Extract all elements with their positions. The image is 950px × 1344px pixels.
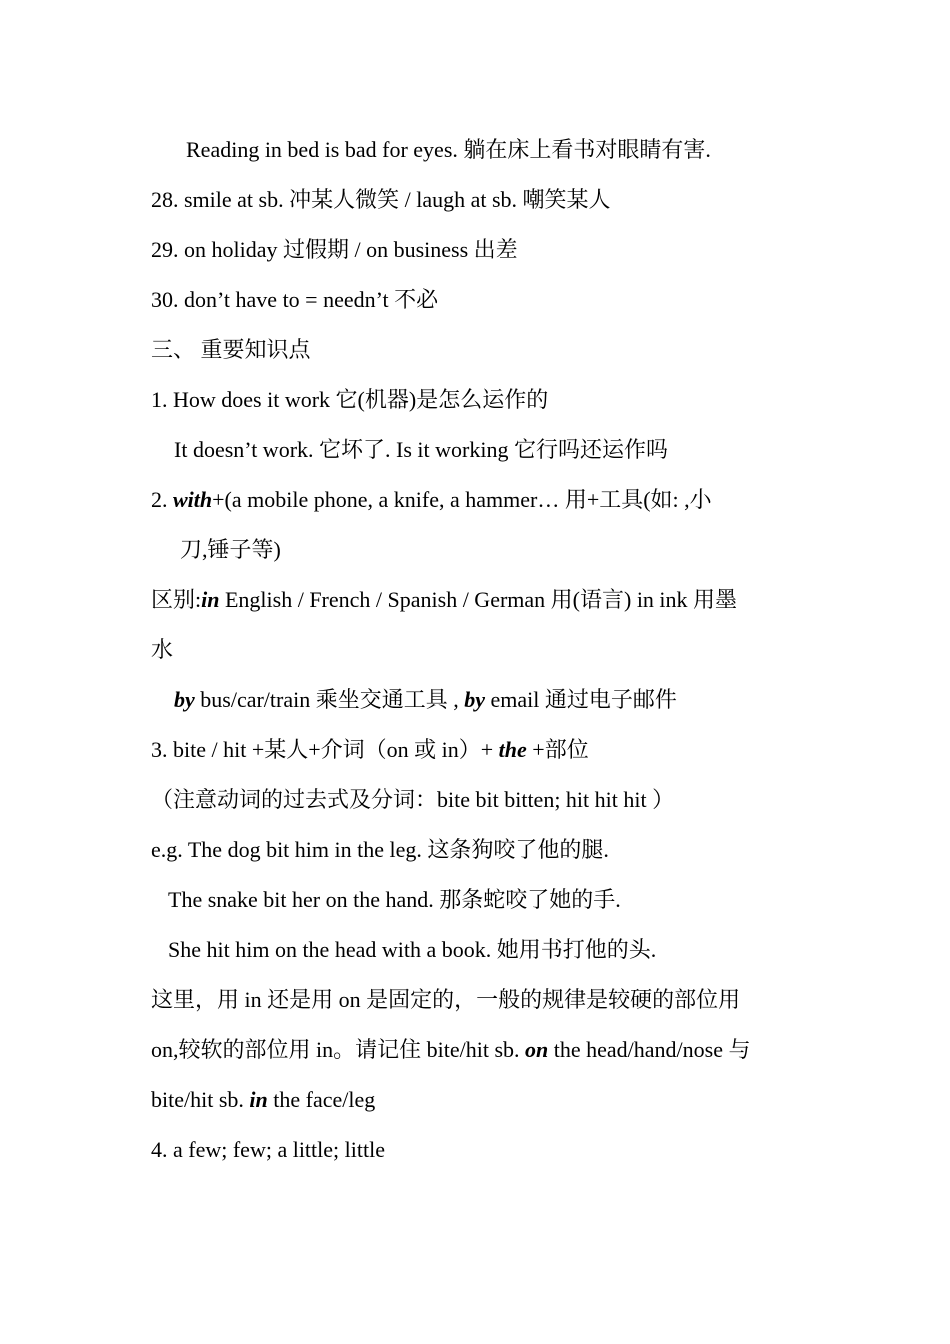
rule-on-text: on,较软的部位用 in。请记住 bite/hit sb. (151, 1037, 526, 1062)
rule-in-text: bite/hit sb. (151, 1087, 250, 1112)
by-transport-line (174, 686, 677, 714)
rule-on-line (151, 1036, 751, 1064)
phrase-30-dont-have-to: 30. don’t have to = needn’t 不必 (151, 287, 439, 312)
point-2-text: +(a mobile phone, a knife, a hammer… 用+工具(如: ,小 (212, 487, 712, 512)
keyword-in-2: in (249, 1087, 268, 1112)
example-snake-bit: The snake bit her on the hand. 那条蛇咬了她的手. (168, 887, 621, 912)
keyword-the: the (498, 737, 527, 762)
by-transport-text: bus/car/train 乘坐交通工具 , (194, 687, 465, 712)
keyword-in: in (201, 587, 220, 612)
phrase-28-smile-at: 28. smile at sb. 冲某人微笑 / laugh at sb. 嘲笑某人 (151, 187, 611, 212)
point-4-few-little: 4. a few; few; a little; little (151, 1137, 385, 1162)
point-3-bite-hit (151, 736, 589, 764)
example-hit-with-book: She hit him on the head with a book. 她用书打他的头. (168, 937, 657, 962)
difference-in-language (151, 586, 737, 614)
rule-in-line (151, 1086, 375, 1114)
keyword-on: on (525, 1037, 549, 1062)
point-1-example: It doesn’t work. 它坏了. Is it working 它行吗还运作吗 (174, 437, 668, 462)
point-2-with-tools (151, 486, 712, 514)
point-1-how-does-it-work: 1. How does it work 它(机器)是怎么运作的 (151, 387, 549, 412)
keyword-by-2: by (464, 687, 485, 712)
rule-explanation: 这里，用 in 还是用 on 是固定的，一般的规律是较硬的部位用 (151, 987, 741, 1012)
rule-on-tail: the head/hand/nose 与 (548, 1037, 751, 1062)
example-dog-bit: e.g. The dog bit him in the leg. 这条狗咬了他的腿. (151, 837, 609, 862)
difference-continuation: 水 (151, 637, 174, 662)
keyword-with: with (173, 487, 213, 512)
difference-text: English / French / Spanish / German 用(语言) in ink 用墨 (219, 587, 738, 612)
difference-label: 区别: (151, 587, 202, 612)
point-3-text: 3. bite / hit +某人+介词（on 或 in）+ (151, 737, 499, 762)
example-reading-in-bed: Reading in bed is bad for eyes. 躺在床上看书对眼睛有害. (186, 137, 711, 162)
point-3-note: （注意动词的过去式及分词：bite bit bitten; hit hit hit ） (151, 787, 675, 812)
rule-in-tail: the face/leg (267, 1087, 376, 1112)
keyword-by: by (174, 687, 195, 712)
phrase-29-on-holiday: 29. on holiday 过假期 / on business 出差 (151, 237, 518, 262)
section-heading-key-points: 三、 重要知识点 (151, 337, 311, 362)
point-2-continuation: 刀,锤子等) (180, 537, 281, 562)
point-3-tail: +部位 (526, 737, 589, 762)
by-email-text: email 通过电子邮件 (485, 687, 677, 712)
point-2-number: 2. (151, 487, 173, 512)
